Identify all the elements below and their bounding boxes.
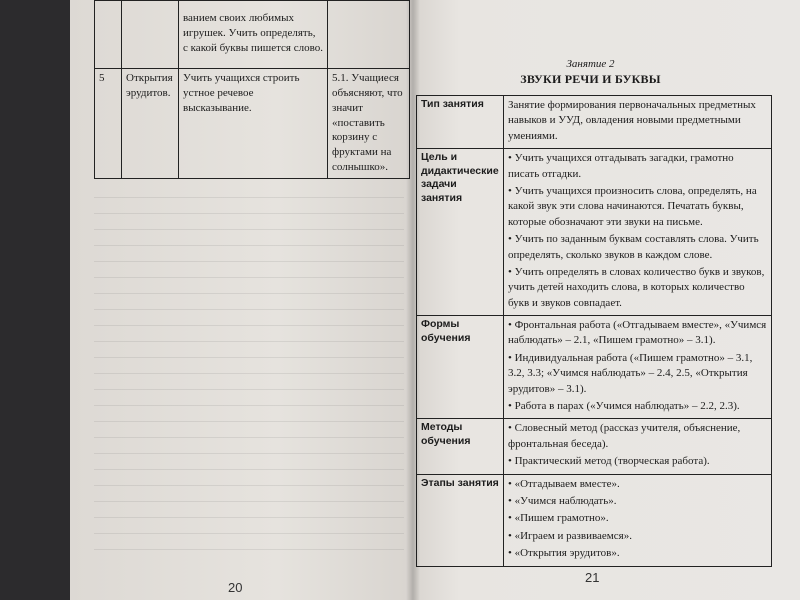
row-body	[504, 96, 772, 149]
list-item: • Учить учащихся произносить слова, определять, на какой звук эти слова начинаются. Печатать буквы, которые обозначают эти звуки на письме.	[508, 184, 757, 228]
row-number: 5	[95, 69, 122, 179]
list-item: • «Играем и развиваемся».	[508, 529, 632, 542]
list-item: • Учить определять в словах количество букв и звуков, учить детей находить слова, в которых количество букв и звуков совпадает.	[508, 265, 765, 309]
row-number	[95, 1, 122, 69]
row-extra	[328, 1, 410, 69]
list-item: • «Отгадываем вместе».	[508, 477, 620, 490]
list-item: • Работа в парах («Учимся наблюдать» – 2.2, 2.3).	[508, 400, 740, 413]
row-heading: Методы обучения	[417, 419, 504, 474]
row-body	[504, 316, 772, 419]
row-heading: Тип занятия	[417, 96, 504, 149]
row-heading: Цель и дидактические задачи занятия	[417, 149, 504, 316]
book-gutter	[406, 0, 420, 600]
row-heading: Этапы занятия	[417, 474, 504, 566]
row-stage-name	[122, 1, 179, 69]
left-page	[70, 0, 415, 600]
row-stage-name: Открытия эрудитов.	[122, 69, 179, 179]
list-item: Занятие формирования первоначальных предметных навыков и УУД, овладения новыми предметными умениями.	[508, 99, 756, 142]
row-task: Учить учащихся строить устное речевое высказывание.	[179, 69, 328, 179]
right-page	[413, 0, 800, 600]
page-number-right: 21	[585, 570, 600, 585]
list-item: • Фронтальная работа («Отгадываем вместе», «Учимся наблюдать» – 2.1, «Пишем грамотно» – 3.1).	[508, 319, 767, 347]
bleed-through-text	[94, 185, 404, 565]
list-item: • «Учимся наблюдать».	[508, 494, 617, 507]
row-body	[504, 474, 772, 566]
left-lesson-table	[94, 0, 410, 179]
lesson-number: Занятие 2	[566, 58, 615, 70]
list-item: • Словесный метод (рассказ учителя, объяснение, фронтальная беседа).	[508, 422, 741, 450]
table-row	[417, 96, 772, 149]
row-task: ванием своих любимых игрушек. Учить определять, с какой буквы пишется слово.	[179, 1, 328, 69]
row-body	[504, 149, 772, 316]
list-item: • Индивидуальная работа («Пишем грамотно» – 3.1, 3.2, 3.3; «Учимся наблюдать» – 2.4, 2.5, «Открытия эрудитов» – 3.1).	[508, 351, 753, 395]
page-number-left: 20	[228, 580, 243, 595]
row-body	[504, 419, 772, 474]
table-row	[417, 316, 772, 419]
table-row	[417, 149, 772, 316]
list-item: • «Открытия эрудитов».	[508, 547, 620, 560]
table-row	[95, 69, 410, 179]
list-item: • «Пишем грамотно».	[508, 512, 609, 525]
table-row	[95, 1, 410, 69]
lesson-title: ЗВУКИ РЕЧИ И БУКВЫ	[520, 72, 661, 86]
table-row	[417, 474, 772, 566]
list-item: • Практический метод (творческая работа).	[508, 455, 710, 468]
row-extra: 5.1. Учащиеся объясняют, что значит «поставить корзину с фруктами на солнышко».	[328, 69, 410, 179]
row-heading: Формы обучения	[417, 316, 504, 419]
table-row	[417, 419, 772, 474]
list-item: • Учить по заданным буквам составлять слова. Учить определять, сколько звуков в каждом слове.	[508, 233, 759, 261]
list-item: • Учить учащихся отгадывать загадки, грамотно писать отгадки.	[508, 152, 734, 180]
lesson-plan-table	[416, 95, 772, 567]
